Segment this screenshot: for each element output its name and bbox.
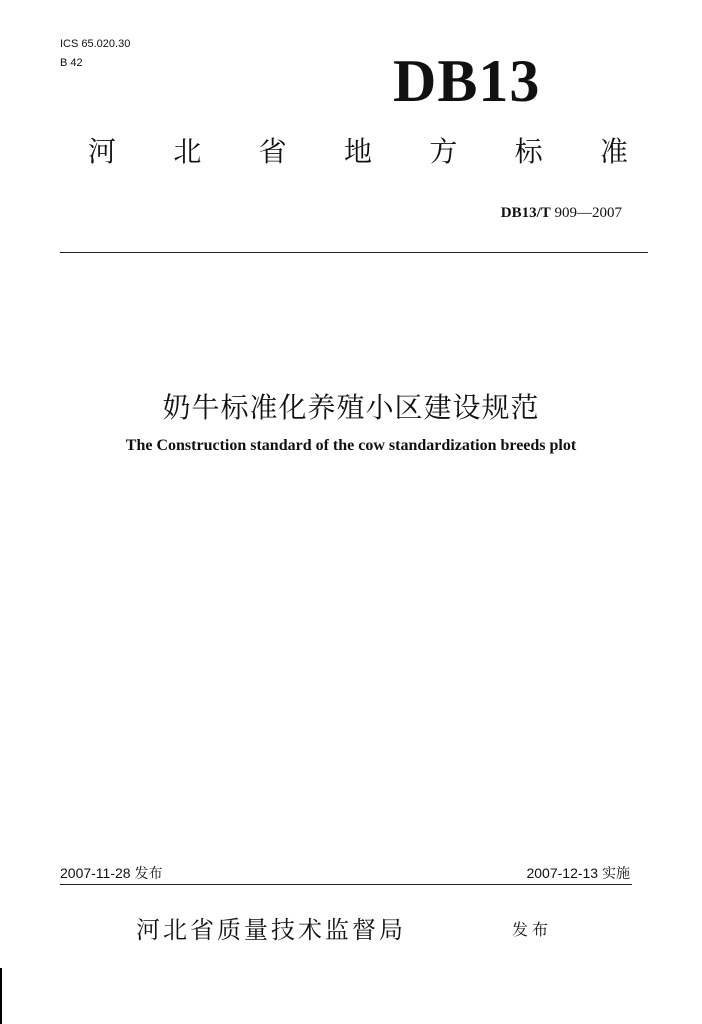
- title-english: The Construction standard of the cow standardization breeds plot: [125, 437, 577, 454]
- standard-number-prefix: DB13/T: [500, 205, 551, 221]
- ics-code: ICS 65.020.30: [60, 38, 131, 50]
- title-chinese: 奶牛标准化养殖小区建设规范: [162, 391, 540, 424]
- publisher: 河北省质量技术监督局: [136, 916, 406, 944]
- standard-type-char: 地: [343, 135, 372, 168]
- standard-type-char: 标: [514, 135, 543, 168]
- standard-type-char: 准: [599, 135, 628, 168]
- standard-type-char: 北: [173, 135, 202, 168]
- scan-edge-mark: [0, 968, 2, 1024]
- issue-date: 2007-11-28 发布: [60, 865, 163, 881]
- standard-number: [501, 204, 622, 222]
- ccs-code: B 42: [60, 57, 83, 69]
- standard-type-char: 省: [258, 135, 287, 168]
- standard-number-year: 2007: [592, 205, 622, 221]
- standard-prefix: DB13: [393, 48, 541, 114]
- standard-number-value: 909: [554, 205, 577, 221]
- header-divider: [60, 252, 648, 253]
- footer-divider: [60, 884, 632, 885]
- standard-number-separator: —: [577, 205, 592, 221]
- implementation-date: 2007-12-13 实施: [526, 865, 630, 881]
- publish-label: 发布: [512, 920, 553, 939]
- standard-type-char: 河: [88, 135, 117, 168]
- standard-type: [88, 134, 628, 170]
- standard-type-char: 方: [429, 135, 458, 168]
